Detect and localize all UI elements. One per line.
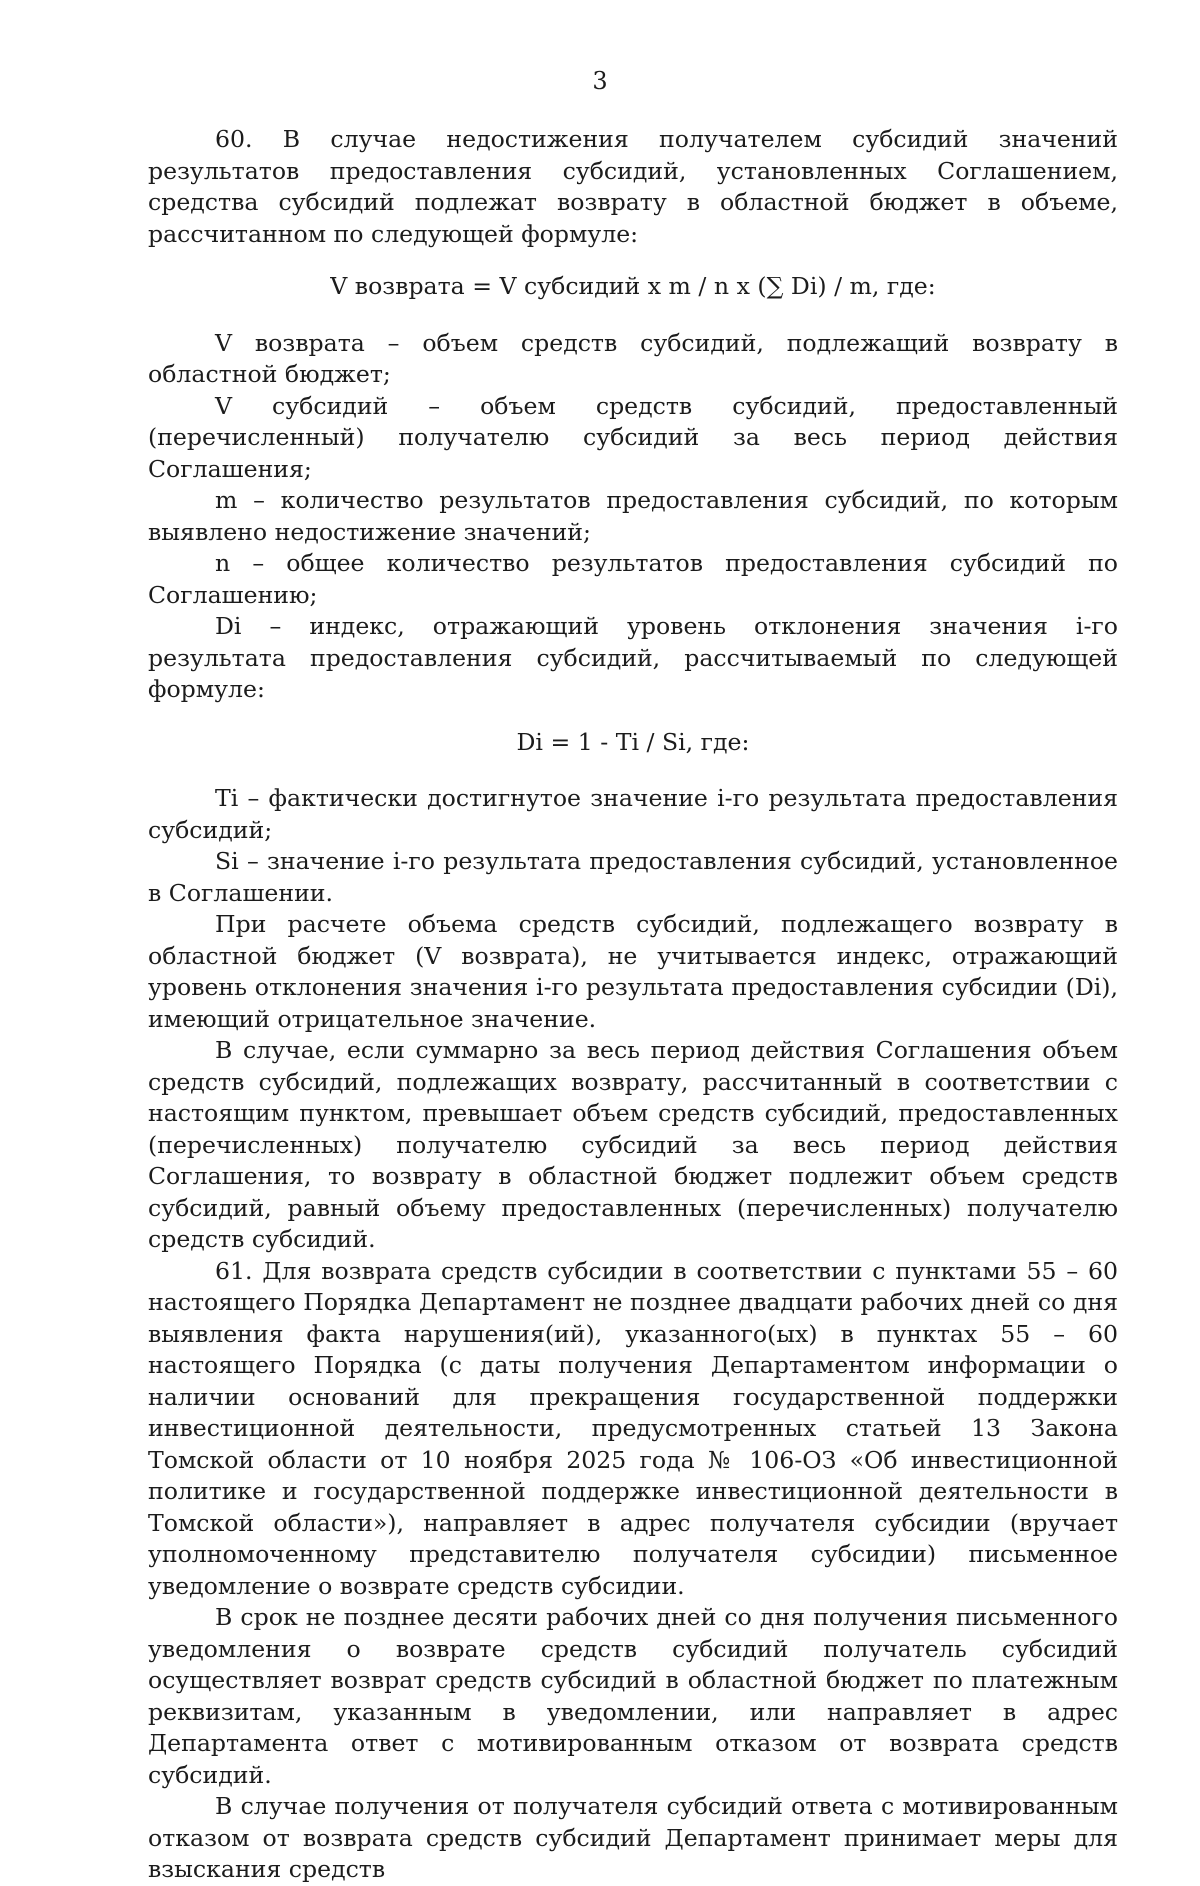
formula-v-return: V возврата = V субсидий x m / n x (∑ Di) / m, где: [330, 272, 936, 300]
page-number: 3 [592, 67, 608, 95]
definition-ti: Ti – фактически достигнутое значение i-го результата предоставления субсидий; [148, 784, 1118, 844]
paragraph-61-notice: 61. Для возврата средств субсидии в соответствии с пунктами 55 – 60 настоящего Порядка Департамент не позднее двадцати рабочих дней со дня выявления факта нарушения(ий), указанного(ых) в пунктах 55 – 60 настоящего Порядка (с даты получения Департаментом информации о наличии оснований для прекращения государственной поддержки инвестиционной деятельности, предусмотренных статьей 13 Закона Томской области от 10 ноября 2025 года № 106-ОЗ «Об инвестиционной политике и государственной поддержке инвестиционной деятельности в Томской области»), направляет в адрес получателя субсидии (вручает уполномоченному представителю получателя субсидии) письменное уведомление о возврате средств субсидии. [148, 1256, 1118, 1600]
definition-si: Si – значение i-го результата предоставления субсидий, установленное в Соглашении. [148, 847, 1118, 907]
definition-di: Di – индекс, отражающий уровень отклонения значения i-го результата предоставления субсидий, рассчитываемый по следующей формуле: [148, 612, 1118, 703]
paragraph-60-intro: 60. В случае недостижения получателем субсидий значений результатов предоставления субсидий, установленных Соглашением, средства субсидий подлежат возврату в областной бюджет в объеме, рассчитанном по следующей формуле: [148, 125, 1118, 248]
document-body [148, 124, 1118, 1886]
definition-v-subsidy: V субсидий – объем средств субсидий, предоставленный (перечисленный) получателю субсидий за весь период действия Соглашения; [148, 391, 1118, 483]
definition-v-return: V возврата – объем средств субсидий, подлежащий возврату в областной бюджет; [148, 328, 1118, 388]
definition-n: n – общее количество результатов предоставления субсидий по Соглашению; [148, 549, 1118, 609]
paragraph-return-deadline: В срок не позднее десяти рабочих дней со дня получения письменного уведомления о возврате средств субсидий получатель субсидий осуществляет возврат средств субсидий в областной бюджет по платежным реквизитам, указанным в уведомлении, или направляет в адрес Департамента ответ с мотивированным отказом от возврата средств субсидий. [148, 1603, 1118, 1789]
paragraph-negative-index: При расчете объема средств субсидий, подлежащего возврату в областной бюджет (V возврата), не учитывается индекс, отражающий уровень отклонения значения i-го результата предоставления субсидии (Di), имеющий отрицательное значение. [148, 910, 1118, 1033]
definition-m: m – количество результатов предоставления субсидий, по которым выявлено недостижение значений; [148, 486, 1118, 546]
paragraph-excess-return: В случае, если суммарно за весь период действия Соглашения объем средств субсидий, подлежащих возврату, рассчитанный в соответствии с настоящим пунктом, превышает объем средств субсидий, предоставленных (перечисленных) получателю субсидий за весь период действия Соглашения, то возврату в областной бюджет подлежит объем средств субсидий, равный объему предоставленных (перечисленных) получателю средств субсидий. [148, 1036, 1118, 1253]
formula-di: Di = 1 - Ti / Si, где: [516, 727, 750, 756]
paragraph-refusal: В случае получения от получателя субсидий ответа с мотивированным отказом от возврата средств субсидий Департамент принимает меры для взыскания средств [148, 1792, 1118, 1883]
